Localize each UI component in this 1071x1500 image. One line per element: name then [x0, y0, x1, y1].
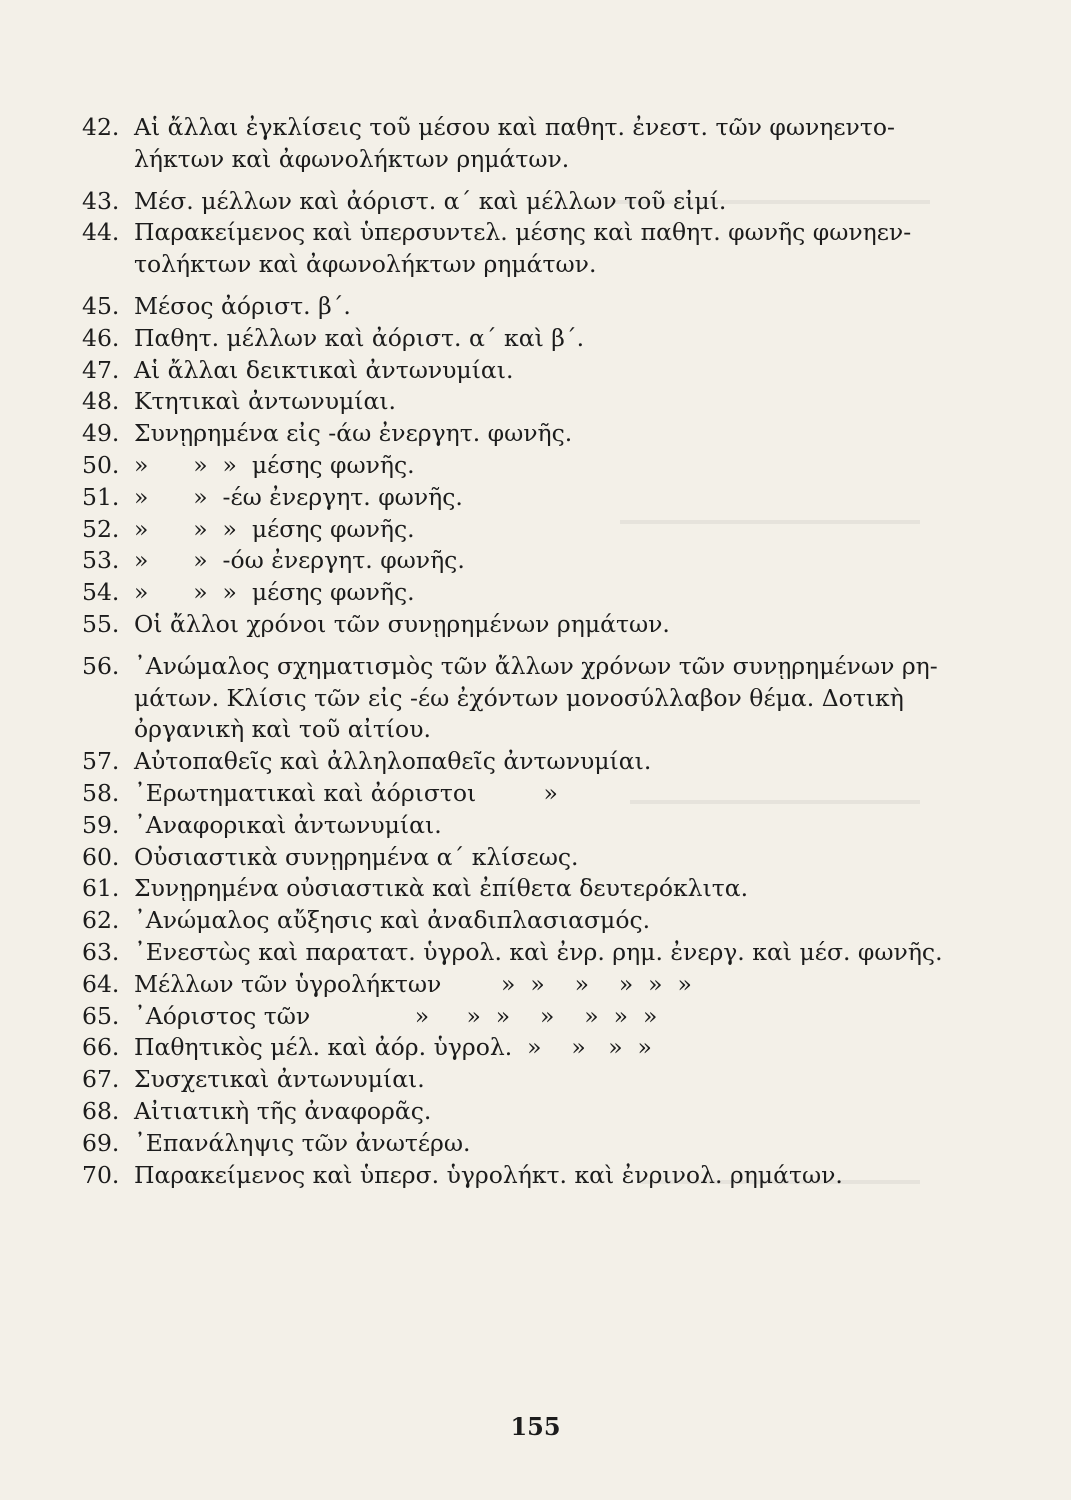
entry-line: τολήκτων καὶ ἀφωνολήκτων ρημάτων. [134, 250, 597, 279]
toc-entry-56 [82, 651, 942, 746]
toc-entry-51 [82, 482, 942, 514]
entry-line: Αἱ ἄλλαι ἐγκλίσεις τοῦ μέσου καὶ παθητ. ἐνεστ. τῶν φωνηεντο- [134, 113, 895, 141]
toc-entry-42 [82, 112, 942, 176]
entry-number: 52. [82, 514, 120, 543]
entry-title [134, 217, 942, 281]
entry-line: μάτων. Κλίσις τῶν εἰς -έω ἐχόντων μονοσύλλαβον θέμα. Δοτικὴ [134, 683, 904, 712]
entry-number: 67. [82, 1065, 120, 1094]
entry-line: Παρακείμενος καὶ ὑπερσυντελ. μέσης καὶ παθητ. φωνῆς φωνηεν- [134, 218, 912, 247]
toc-entry-65 [82, 1001, 942, 1033]
toc-entry-61 [82, 873, 942, 905]
toc-entry-47 [82, 355, 942, 387]
entry-number: 59. [82, 810, 120, 839]
toc-entry-54 [82, 577, 942, 609]
entry-number: 45. [82, 291, 120, 320]
entry-number: 70. [82, 1160, 120, 1189]
entry-number: 48. [82, 387, 120, 416]
entry-title: Παθητικὸς μέλ. καὶ ἀόρ. ὑγρολ. » » » » [134, 1033, 652, 1062]
page-number: 155 [510, 1412, 561, 1441]
entry-line: ᾿Ανώμαλος σχηματισμὸς τῶν ἄλλων χρόνων τῶν συνῃρημένων ρη- [134, 651, 938, 680]
toc-entry-48 [82, 386, 942, 418]
toc-entry-46 [82, 323, 942, 355]
table-of-contents [82, 112, 942, 1191]
toc-entry-45 [82, 291, 942, 323]
toc-entry-44 [82, 217, 942, 281]
toc-entry-49 [82, 418, 942, 450]
entry-number: 69. [82, 1128, 120, 1157]
entry-title: ᾿Ερωτηματικαὶ καὶ ἀόριστοι » [134, 778, 558, 807]
entry-number: 56. [82, 651, 120, 680]
toc-entry-50 [82, 450, 942, 482]
toc-entry-63 [82, 937, 942, 969]
toc-entry-62 [82, 905, 942, 937]
entry-title: Μέσ. μέλλων καὶ ἀόριστ. α΄ καὶ μέλλων τοῦ εἰμί. [134, 186, 727, 215]
entry-title: Συσχετικαὶ ἀντωνυμίαι. [134, 1065, 425, 1094]
entry-title: » » » μέσης φωνῆς. [134, 578, 415, 607]
toc-entry-57 [82, 746, 942, 778]
toc-entry-52 [82, 514, 942, 546]
entry-title: Οὐσιαστικὰ συνῃρημένα α΄ κλίσεως. [134, 842, 579, 871]
toc-entry-67 [82, 1064, 942, 1096]
entry-title: Μέλλων τῶν ὑγρολήκτων » » » » » » [134, 969, 692, 998]
entry-title: Μέσος ἀόριστ. β΄. [134, 291, 351, 320]
entry-title [134, 651, 942, 746]
entry-number: 42. [82, 113, 120, 141]
entry-title: Κτητικαὶ ἀντωνυμίαι. [134, 387, 397, 416]
entry-title [134, 112, 942, 176]
toc-entry-59 [82, 810, 942, 842]
entry-title: Παθητ. μέλλων καὶ ἀόριστ. α΄ καὶ β΄. [134, 323, 585, 352]
toc-entry-43 [82, 186, 942, 218]
entry-title: Αἱ ἄλλαι δεικτικαὶ ἀντωνυμίαι. [134, 355, 514, 384]
toc-entry-66 [82, 1032, 942, 1064]
entry-title: ᾿Αόριστος τῶν » » » » » » » [134, 1001, 658, 1030]
entry-number: 68. [82, 1096, 120, 1125]
entry-number: 60. [82, 842, 120, 871]
entry-title: Οἱ ἄλλοι χρόνοι τῶν συνῃρημένων ρημάτων. [134, 609, 670, 638]
entry-number: 51. [82, 482, 120, 511]
entry-number: 53. [82, 546, 120, 575]
entry-number: 65. [82, 1001, 120, 1030]
entry-title: ᾿Αναφορικαὶ ἀντωνυμίαι. [134, 810, 442, 839]
entry-number: 50. [82, 450, 120, 479]
toc-entry-70 [82, 1160, 942, 1192]
entry-number: 46. [82, 323, 120, 352]
toc-entry-58 [82, 778, 942, 810]
entry-number: 49. [82, 419, 120, 448]
entry-number: 66. [82, 1033, 120, 1062]
entry-title: » » » μέσης φωνῆς. [134, 514, 415, 543]
entry-number: 57. [82, 747, 120, 776]
entry-title: Παρακείμενος καὶ ὑπερσ. ὑγρολήκτ. καὶ ἐνρινολ. ρημάτων. [134, 1160, 843, 1189]
entry-number: 54. [82, 578, 120, 607]
entry-title: » » » μέσης φωνῆς. [134, 450, 415, 479]
entry-number: 43. [82, 186, 120, 215]
entry-number: 62. [82, 906, 120, 935]
entry-number: 64. [82, 969, 120, 998]
entry-number: 47. [82, 355, 120, 384]
toc-entry-68 [82, 1096, 942, 1128]
entry-number: 55. [82, 609, 120, 638]
entry-number: 61. [82, 874, 120, 903]
entry-title: Συνῃρημένα οὐσιαστικὰ καὶ ἐπίθετα δευτερόκλιτα. [134, 874, 749, 903]
entry-title: » » -όω ἐνεργητ. φωνῆς. [134, 546, 465, 575]
entry-number: 58. [82, 778, 120, 807]
toc-entry-55 [82, 609, 942, 641]
toc-entry-60 [82, 842, 942, 874]
entry-title: » » -έω ἐνεργητ. φωνῆς. [134, 482, 463, 511]
toc-entry-53 [82, 545, 942, 577]
entry-title: ᾿Ενεστὼς καὶ παρατατ. ὑγρολ. καὶ ἐνρ. ρημ. ἐνεργ. καὶ μέσ. φωνῆς. [134, 937, 943, 966]
entry-line: λήκτων καὶ ἀφωνολήκτων ρημάτων. [134, 144, 570, 173]
entry-title: ᾿Ανώμαλος αὔξησις καὶ ἀναδιπλασιασμός. [134, 906, 651, 935]
entry-line: ὀργανικὴ καὶ τοῦ αἰτίου. [134, 715, 431, 744]
entry-number: 44. [82, 218, 120, 247]
toc-entry-64 [82, 969, 942, 1001]
entry-title: Αὐτοπαθεῖς καὶ ἀλληλοπαθεῖς ἀντωνυμίαι. [134, 747, 652, 776]
toc-entry-69 [82, 1128, 942, 1160]
entry-title: ᾿Επανάληψις τῶν ἀνωτέρω. [134, 1128, 471, 1157]
entry-number: 63. [82, 937, 120, 966]
entry-title: Αἰτιατικὴ τῆς ἀναφορᾶς. [134, 1096, 432, 1125]
entry-title: Συνῃρημένα εἰς -άω ἐνεργητ. φωνῆς. [134, 419, 573, 448]
